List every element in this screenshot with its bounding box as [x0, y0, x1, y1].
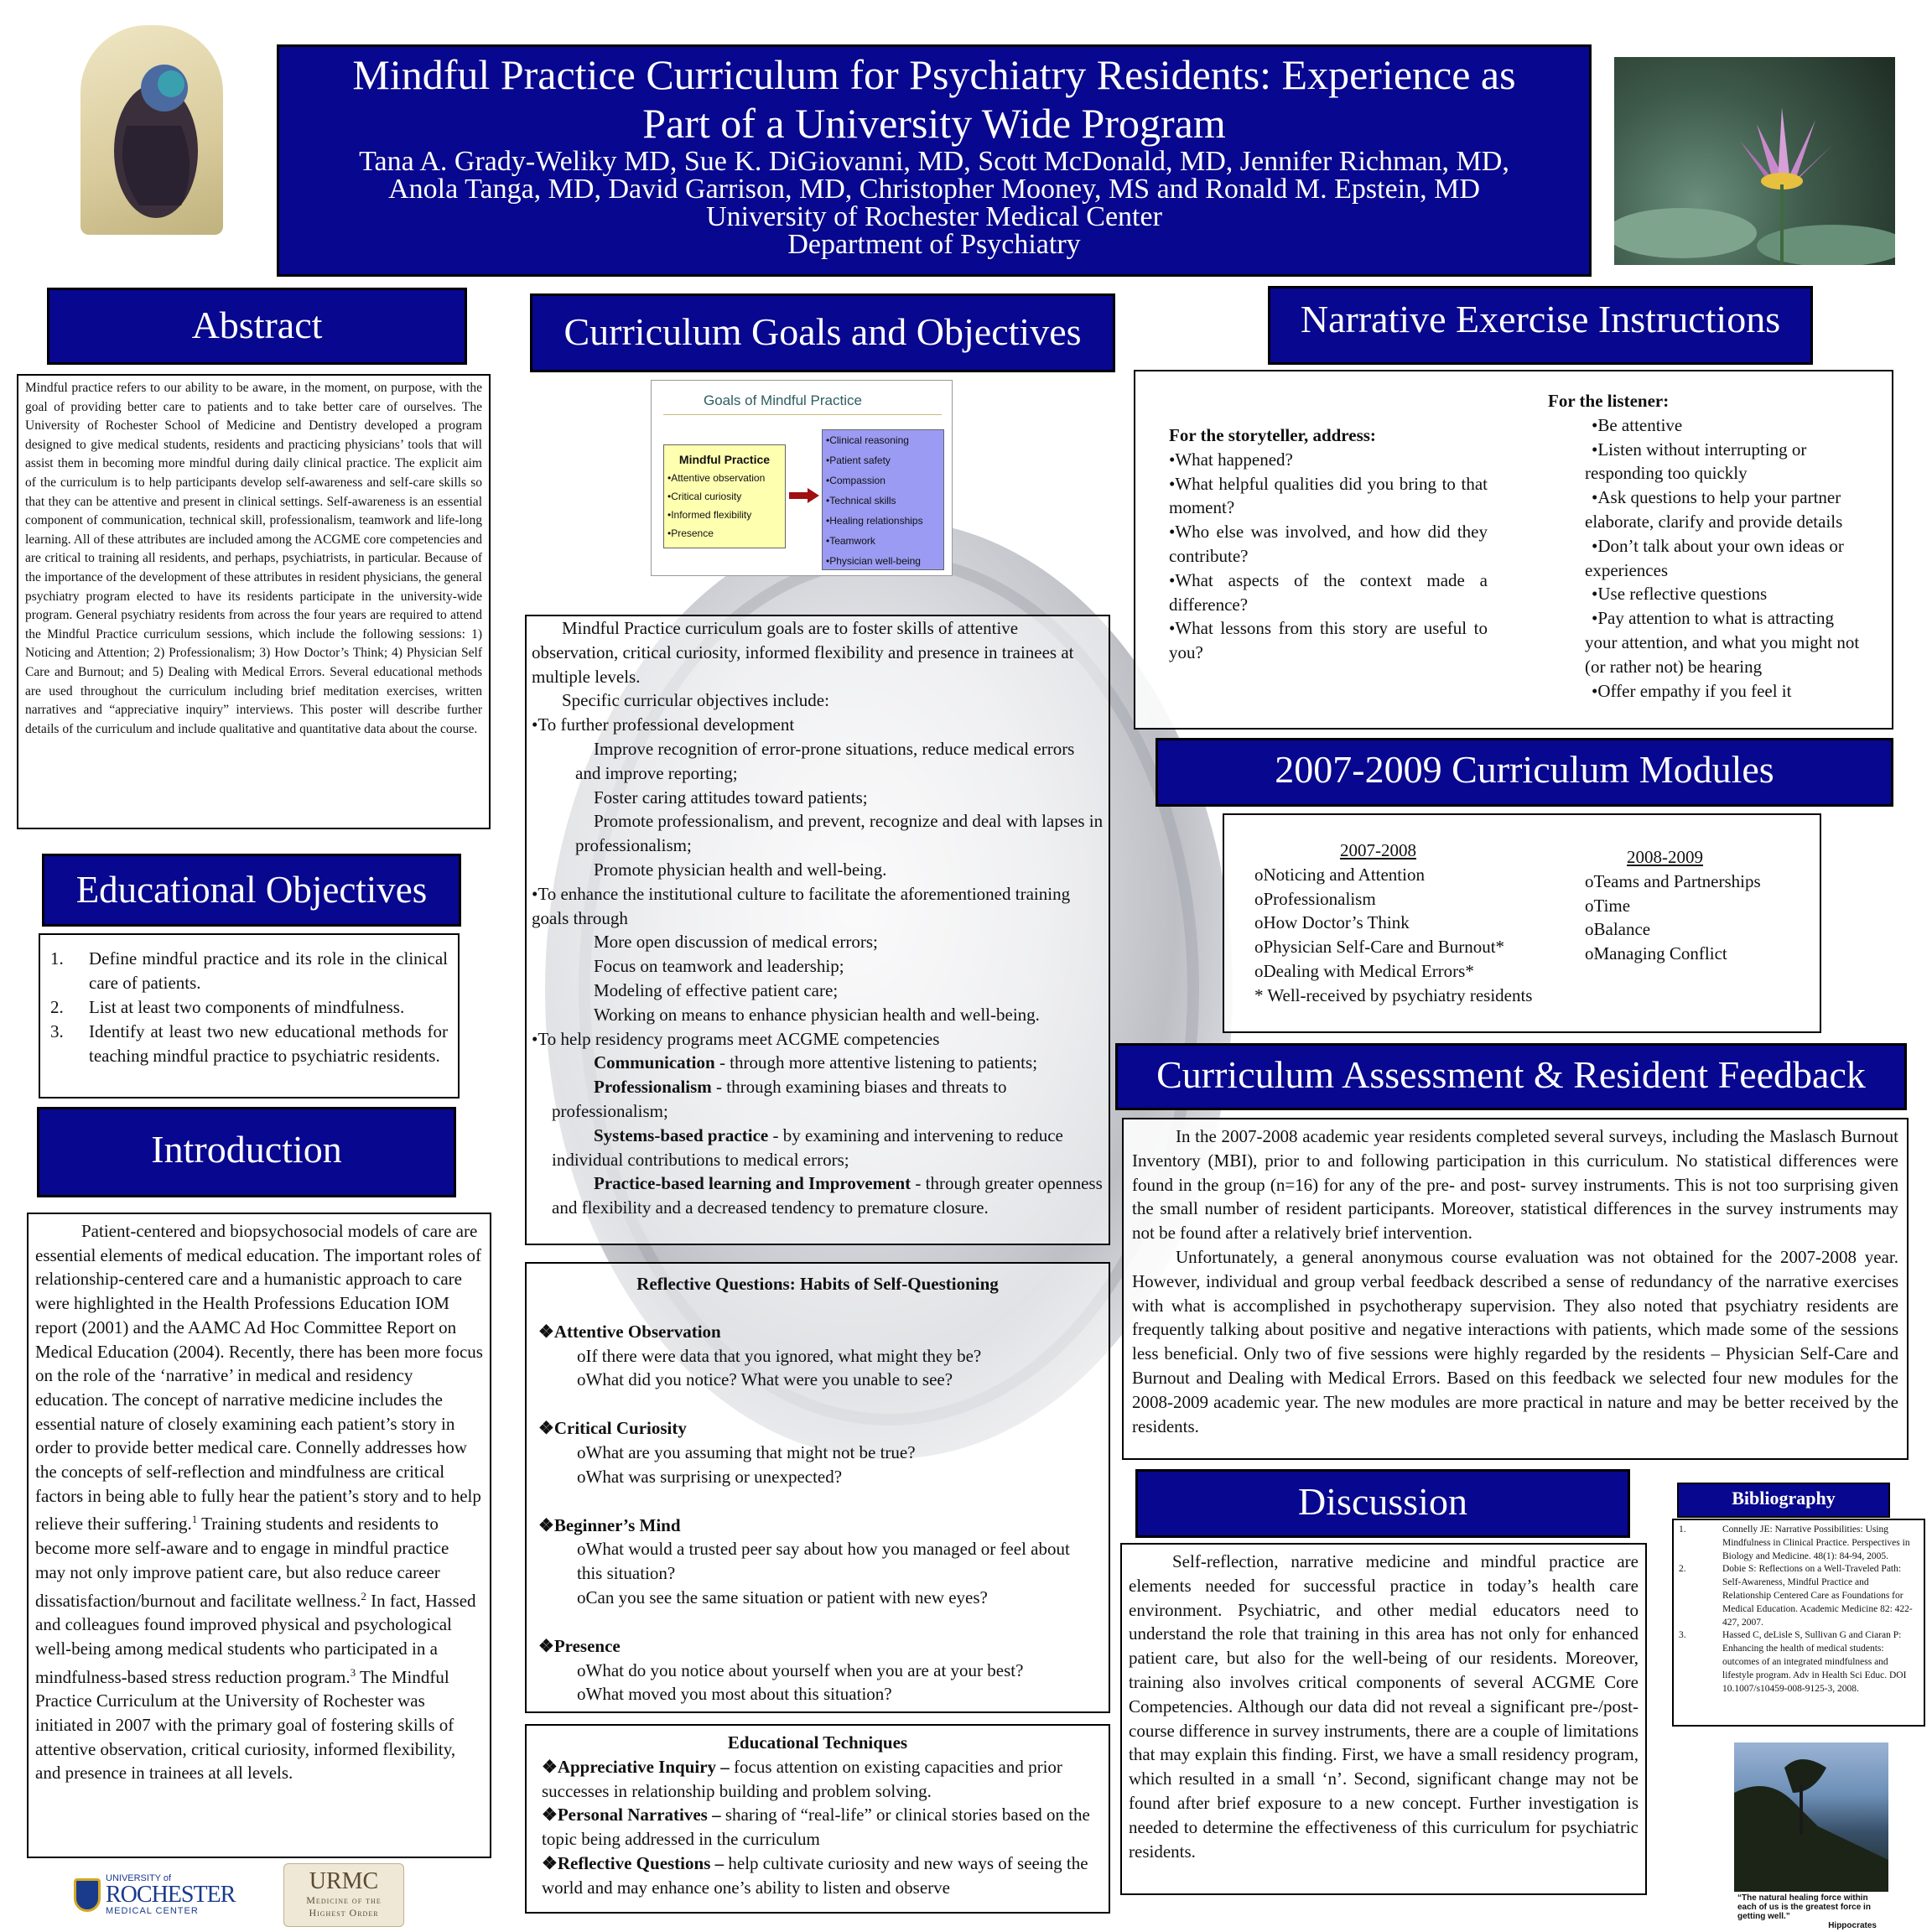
module-item: oProfessionalism: [1254, 888, 1376, 909]
discussion-text: Self-reflection, narrative medicine and mindful practice are elements needed for successful practice in today’s health care environment. Psychiatric, and other medial educators need to understand the role that training in this area has not only for enhanced patient care, but also for the well-being of our residents. Moreover, training also involves critical components of several ACGME Core Competencies. Although our data did not reveal a significant pre-/post- course difference in survey instruments, there are a couple of limitations that may explain this finding. First, we have a small residency program, which resulted in a small ‘n’. Second, significant change may not be found after brief exposure to a new concept. Further investigation is needed to determine the effectiveness of this curriculum for psychiatric residents.: [1129, 1551, 1639, 1862]
goals-specific: Specific curricular objectives include:: [562, 690, 829, 711]
introduction-heading: Introduction: [37, 1107, 456, 1197]
modules-year-label: 2007-2008: [1340, 840, 1416, 860]
goal-item: Foster caring attitudes toward patients;: [594, 787, 868, 808]
goals-heading: Curriculum Goals and Objectives: [530, 293, 1115, 372]
goal-item: Systems-based practice - by examining and intervening to reduce individual contributions to medical errors;: [552, 1124, 1063, 1170]
goal-item: More open discussion of medical errors;: [594, 932, 878, 953]
objective-item: 3. Identify at least two new educational methods for teaching mindful practice to psychiatric residents.: [50, 1021, 448, 1066]
goals-box: [525, 615, 1110, 1245]
bibliography-heading: Bibliography: [1677, 1483, 1890, 1518]
goal-item: Working on means to enhance physician health and well-being.: [594, 1004, 1040, 1025]
listener-item: •Listen without interrupting or responding too quickly: [1585, 439, 1807, 484]
goal-item: Modeling of effective patient care;: [594, 979, 839, 1000]
discussion-box: [1120, 1543, 1647, 1895]
technique-item: ❖Reflective Questions – help cultivate curiosity and new ways of seeing the world and may enhance one’s ability to listen and observe: [542, 1852, 1088, 1898]
arrow-right-icon: [789, 488, 819, 503]
narrative-box: [1134, 370, 1893, 730]
modules-box: [1223, 813, 1821, 1033]
abstract-heading: Abstract: [47, 288, 467, 365]
reflective-question: oWhat did you notice? What were you unable to see?: [577, 1369, 953, 1390]
modules-note: * Well-received by psychiatry residents: [1254, 984, 1533, 1005]
goal-item: Promote professionalism, and prevent, recognize and deal with lapses in professionalism;: [575, 811, 1104, 856]
poster-title-line2: Part of a University Wide Program: [642, 100, 1226, 147]
goal-heading: •To further professional development: [532, 714, 795, 735]
assessment-paragraph: Unfortunately, a general anonymous course evaluation was not obtained for the 2007-2008 year. However, individual and group verbal feedback described a sense of redundancy of the narrative exercises with what is accomplished in psychotherapy supervision. They also noted that psychiatry residents are frequently talking about positive and negative interactions with patients, which made some of the sessions less beneficial. Only two of five sessions were highly regarded by the residents – Physician Self-Care and Burnout and Dealing with Medical Errors. Based on this feedback we selected four new modules for the 2008-2009 academic year. The new modules are more practical in nature and may be better received by the residents.: [1132, 1246, 1898, 1436]
goal-item: Focus on teamwork and leadership;: [594, 956, 844, 977]
bibliography-item: 3. Hassed C, deLisle S, Sullivan G and Ciaran P: Enhancing the health of medical students: outcomes of an integrated mindfulness and lifestyle program. Adv in Health Sci Educ. DOI 10.1007/s10459-008-9125-3, 2008.: [1679, 1630, 1907, 1694]
shield-icon: [74, 1878, 101, 1912]
department: Department of Psychiatry: [787, 229, 1081, 260]
edu-objectives-heading: Educational Objectives: [42, 854, 461, 927]
objective-item: 2. List at least two components of mindfulness.: [50, 997, 405, 1017]
reflective-section-title: ❖Attentive Observation: [538, 1321, 721, 1342]
goal-item: Improve recognition of error-prone situations, reduce medical errors and improve reporting;: [575, 738, 1075, 783]
goal-item: Practice-based learning and Improvement - through greater openness and flexibility and a decreased tendency to premature closure.: [552, 1173, 1103, 1218]
university-of-rochester-logo: UNIVERSITY of ROCHESTER MEDICAL CENTER: [74, 1872, 242, 1919]
edu-objectives-box: [39, 933, 460, 1098]
reflective-question: oWhat do you notice about yourself when you are at your best?: [577, 1659, 1024, 1680]
listener-item: •Use reflective questions: [1592, 584, 1768, 605]
storyteller-column: For the storyteller, address: •What happened? •What helpful qualities did you bring to that moment? •Who else was involved, and how did they contribute? •What aspects of the context made a difference? •What lessons from this story are useful to you?: [1169, 423, 1488, 665]
module-item: oTeams and Partnerships: [1585, 870, 1761, 891]
reflective-section-title: ❖Beginner’s Mind: [538, 1514, 681, 1535]
modules-2007-column: [1254, 839, 1532, 1008]
institution: University of Rochester Medical Center: [706, 201, 1162, 232]
techniques-heading: Educational Techniques: [727, 1732, 908, 1753]
reflective-question: oWhat are you assuming that might not be true?: [577, 1441, 916, 1462]
diagram-left-box: Mindful Practice •Attentive observation •Critical curiosity •Informed flexibility •Presence: [663, 444, 786, 548]
module-item: oPhysician Self-Care and Burnout*: [1254, 937, 1505, 958]
goal-heading: •To enhance the institutional culture to facilitate the aforementioned training goals through: [532, 883, 1071, 928]
diagram-right-box: •Clinical reasoning •Patient safety •Compassion •Technical skills •Healing relationships •Teamwork •Physician well-being: [822, 429, 944, 570]
abstract-text: Mindful practice refers to our ability to be aware, in the moment, on purpose, with the goal of providing better care to patients and to take better care of ourselves. The University of Rochester School of Medicine and Dentistry developed a program designed to give medical students, residents and practicing physicians’ tools that will assist them in becoming more mindful during daily clinical practice. The explicit aim of the curriculum is to help participants develop self-awareness and self-care skills so that they can be attentive and present in clinical settings. Self-awareness is an essential component of communication, technical skill, professionalism, teamwork and life-long learning. All of these attributes are included among the ACGME core competencies and are critical to training all residents, and perhaps, psychiatrists, in particular. Because of the importance of the development of these attributes in resident physicians, the general psychiatry program elected to have its residents participate in the university-wide program. General psychiatry residents from across the four years are required to attend the Mindful Practice curriculum sessions, which include the following sessions: 1) Noticing and Attention; 2) Professionalism; 3) How Doctor’s Think; 4) Physician Self Care and Burnout; and 5) Dealing with Medical Errors. Several educational methods are used throughout the curriculum including brief meditation exercises, written narratives and “appreciative inquiry” interviews. This poster will describe further details of the curriculum and include qualitative and quantitative data about the course.: [25, 381, 482, 736]
introduction-text: Patient-centered and biopsychosocial models of care are essential elements of medical education. The important roles of relationship-centered care and a humanistic approach to care were highlighted in the Health Professions Education IOM report (2001) and the AAMC Ad Hoc Committee Report on Medical Education (2004). Recently, there has been more focus on the role of the ‘narrative’ in medical and residency education. The concept of narrative medicine includes the essential nature of closely examining each patient’s story in order to provide better medical care. Connelly addresses how the concepts of self-reflection and mindfulness are critical factors in being able to fully hear the patient’s story and to help relieve their suffering.$^1$ Training students and residents to become more self-aware and to engage in mindful practice may not only improve patient care, but also reduce career dissatisfaction/burnout and facilitate wellness.$^2$ In fact, Hassed and colleagues found improved physical and psychological well-being among medical students who participated in a mindfulness-based stress reduction program.$^3$ The Mindful Practice Curriculum at the University of Rochester was initiated in 2007 with the primary goal of fostering skills of attentive observation, critical curiosity, informed flexibility, and presence in trainees at all levels.: [35, 1221, 483, 1784]
storyteller-item: •What aspects of the context made a difference?: [1169, 569, 1488, 615]
listener-item: •Pay attention to what is attracting your attention, and what you might not (or rather not) be hearing: [1585, 608, 1860, 677]
bibliography-item: 1. Connelly JE: Narrative Possibilities: Using Mindfulness in Clinical Practice. Perspectives in Biology and Medicine. 48(1): 84-94, 2005.: [1679, 1524, 1910, 1561]
goal-item: Promote physician health and well-being.: [594, 859, 887, 880]
module-item: oDealing with Medical Errors*: [1254, 960, 1474, 981]
listener-item: •Ask questions to help your partner elaborate, clarify and provide details: [1585, 487, 1843, 532]
lotus-photo: [1614, 57, 1895, 265]
introduction-box: [27, 1213, 491, 1858]
narrative-heading: Narrative Exercise Instructions: [1268, 286, 1813, 365]
module-item: oBalance: [1585, 919, 1651, 940]
reflective-heading: Reflective Questions: Habits of Self-Questioning: [636, 1274, 999, 1294]
goal-heading: •To help residency programs meet ACGME competencies: [532, 1028, 940, 1049]
assessment-heading: Curriculum Assessment & Resident Feedback: [1115, 1043, 1907, 1110]
landscape-photo: [1734, 1742, 1888, 1892]
storyteller-item: •What lessons from this story are useful to you?: [1169, 618, 1488, 663]
goal-item: Communication - through more attentive listening to patients;: [594, 1052, 1038, 1073]
reflective-question: oCan you see the same situation or patient with new eyes?: [577, 1587, 988, 1607]
reflective-question: oIf there were data that you ignored, what might they be?: [577, 1345, 982, 1366]
poster-header: [277, 44, 1592, 277]
reflective-questions-box: [525, 1262, 1110, 1713]
abstract-box: [17, 374, 491, 829]
authors-line1: Tana A. Grady-Weliky MD, Sue K. DiGiovanni, MD, Scott McDonald, MD, Jennifer Richman, MD,: [359, 146, 1509, 177]
bibliography-item: 2. Dobie S: Reflections on a Well-Traveled Path: Self-Awareness, Mindful Practice and Relationship Centered Care as Foundations for Medical Education. Academic Medicine 82: 422-427, 2007.: [1679, 1564, 1913, 1628]
technique-item: ❖Appreciative Inquiry – focus attention on existing capacities and prior successes in relationship building and problem solving.: [542, 1756, 1062, 1801]
reflective-section-title: ❖Presence: [538, 1635, 621, 1656]
goal-item: Professionalism - through examining biases and threats to professionalism;: [552, 1077, 1007, 1121]
discussion-heading: Discussion: [1135, 1469, 1630, 1538]
reflective-section-title: ❖Critical Curiosity: [538, 1418, 687, 1439]
module-item: oTime: [1585, 895, 1631, 916]
bibliography-box: [1672, 1519, 1925, 1727]
modules-year-label: 2008-2009: [1627, 847, 1703, 867]
objective-item: 1. Define mindful practice and its role in the clinical care of patients.: [50, 948, 448, 993]
modules-heading: 2007-2009 Curriculum Modules: [1156, 738, 1893, 807]
poster-title-line1: Mindful Practice Curriculum for Psychiatry Residents: Experience as: [352, 51, 1516, 98]
listener-item: •Be attentive: [1592, 414, 1683, 435]
educational-techniques-box: [525, 1724, 1110, 1914]
assessment-box: [1122, 1118, 1909, 1460]
goals-diagram: [651, 380, 953, 576]
storyteller-item: •What happened?: [1169, 449, 1293, 470]
reflective-question: oWhat was surprising or unexpected?: [577, 1466, 843, 1487]
technique-item: ❖Personal Narratives – sharing of “real-life” or clinical stories based on the topic being addressed in the curriculum: [542, 1805, 1090, 1850]
goals-intro: Mindful Practice curriculum goals are to foster skills of attentive observation, critical curiosity, informed flexibility and presence in trainees at multiple levels.: [532, 618, 1074, 687]
reflective-question: oWhat would a trusted peer say about how you managed or feel about this situation?: [577, 1539, 1070, 1584]
module-item: oNoticing and Attention: [1254, 864, 1425, 885]
listener-item: •Offer empathy if you feel it: [1592, 680, 1792, 701]
module-item: oManaging Conflict: [1585, 943, 1727, 964]
thinker-image: [80, 25, 223, 235]
diagram-title: Goals of Mindful Practice: [704, 392, 862, 408]
reflective-question: oWhat moved you most about this situation?: [577, 1684, 892, 1705]
listener-column: For the listener: •Be attentive •Listen without interrupting or responding too quickly •Ask questions to help your partner elaborate, clarify and provide details •Don’t talk about your own ideas or experiences •Use reflective questions •Pay attention to what is attracting your attention, and what you might not (or rather not) be hearing •Offer empathy if you feel it: [1545, 389, 1863, 703]
storyteller-item: •What helpful qualities did you bring to that moment?: [1169, 473, 1488, 518]
listener-item: •Don’t talk about your own ideas or experiences: [1585, 535, 1844, 580]
authors-line2: Anola Tanga, MD, David Garrison, MD, Christopher Mooney, MS and Ronald M. Epstein, MD: [388, 174, 1480, 205]
module-item: oHow Doctor’s Think: [1254, 912, 1410, 933]
urmc-logo: URMC Medicine of the Highest Order: [283, 1863, 404, 1927]
assessment-paragraph: In the 2007-2008 academic year residents completed several surveys, including the Maslasch Burnout Inventory (MBI), prior to and following participation in this curriculum. No statistical differences were found in the group (n=16) for any of the pre- and post- survey instruments. This is not too surprising given the small number of resident participants. Moreover, statistical differences in the survey instruments may not be found after a relatively brief intervention.: [1132, 1126, 1898, 1244]
hippocrates-quote: “The natural healing force within each of us is the greatest force in getting well.” Hippocrates: [1737, 1893, 1877, 1930]
modules-2008-column: [1585, 845, 1761, 966]
storyteller-item: •Who else was involved, and how did they contribute?: [1169, 522, 1488, 566]
